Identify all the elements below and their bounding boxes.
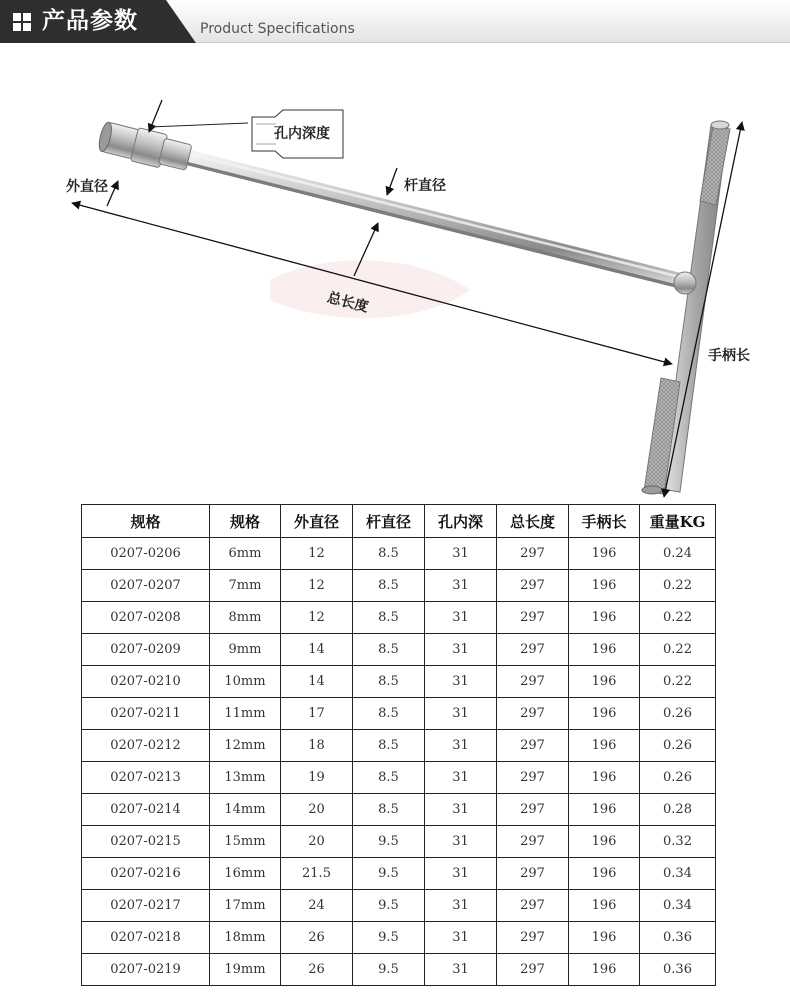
cell-total-length: 297	[497, 698, 569, 730]
cell-total-length: 297	[497, 762, 569, 794]
cell-size: 14mm	[210, 794, 281, 826]
cell-outer-diameter: 12	[281, 570, 353, 602]
cell-handle-length: 196	[569, 570, 640, 602]
cell-weight: 0.24	[640, 538, 716, 570]
table-row	[82, 794, 716, 826]
cell-outer-diameter: 18	[281, 730, 353, 762]
cell-model: 0207-0209	[82, 634, 210, 666]
cell-shaft-diameter: 9.5	[353, 954, 425, 986]
cell-size: 17mm	[210, 890, 281, 922]
table-row	[82, 538, 716, 570]
cell-model: 0207-0211	[82, 698, 210, 730]
cell-weight: 0.22	[640, 602, 716, 634]
header-hole-depth: 孔内深	[425, 505, 497, 538]
label-outer-diameter: 外直径	[66, 179, 108, 195]
section-header	[0, 0, 790, 44]
wrench-t-handle	[642, 121, 730, 494]
cell-handle-length: 196	[569, 602, 640, 634]
cell-total-length: 297	[497, 826, 569, 858]
header-handle-length: 手柄长	[569, 505, 640, 538]
cell-size: 9mm	[210, 634, 281, 666]
cell-hole-depth: 31	[425, 570, 497, 602]
cell-hole-depth: 31	[425, 762, 497, 794]
wrench-socket-head	[96, 119, 193, 174]
cell-weight: 0.26	[640, 762, 716, 794]
cell-shaft-diameter: 8.5	[353, 794, 425, 826]
handle-length-dimension	[664, 122, 742, 497]
total-length-dimension	[72, 203, 672, 364]
table-row	[82, 762, 716, 794]
cell-size: 15mm	[210, 826, 281, 858]
cell-outer-diameter: 12	[281, 538, 353, 570]
background-watermark	[270, 260, 470, 318]
cell-total-length: 297	[497, 922, 569, 954]
cell-outer-diameter: 26	[281, 922, 353, 954]
wrench-shaft	[185, 153, 688, 283]
cell-weight: 0.32	[640, 826, 716, 858]
cell-total-length: 297	[497, 634, 569, 666]
cell-size: 8mm	[210, 602, 281, 634]
cell-model: 0207-0214	[82, 794, 210, 826]
cell-model: 0207-0217	[82, 890, 210, 922]
cell-handle-length: 196	[569, 666, 640, 698]
table-row	[82, 634, 716, 666]
cell-weight: 0.22	[640, 666, 716, 698]
cell-size: 7mm	[210, 570, 281, 602]
cell-weight: 0.34	[640, 890, 716, 922]
cell-shaft-diameter: 8.5	[353, 570, 425, 602]
cell-shaft-diameter: 8.5	[353, 666, 425, 698]
table-row	[82, 922, 716, 954]
cell-hole-depth: 31	[425, 794, 497, 826]
cell-handle-length: 196	[569, 698, 640, 730]
cell-total-length: 297	[497, 602, 569, 634]
label-hole-depth: 孔内深度	[274, 126, 330, 142]
table-row	[82, 666, 716, 698]
cell-model: 0207-0210	[82, 666, 210, 698]
header-size: 规格	[210, 505, 281, 538]
cell-outer-diameter: 14	[281, 634, 353, 666]
header-title: 产品参数	[42, 8, 138, 34]
cell-handle-length: 196	[569, 826, 640, 858]
cell-total-length: 297	[497, 570, 569, 602]
cell-model: 0207-0208	[82, 602, 210, 634]
cell-total-length: 297	[497, 666, 569, 698]
cell-model: 0207-0206	[82, 538, 210, 570]
cell-outer-diameter: 19	[281, 762, 353, 794]
grid-squares-icon	[13, 13, 31, 31]
cell-hole-depth: 31	[425, 954, 497, 986]
cell-handle-length: 196	[569, 538, 640, 570]
cell-size: 16mm	[210, 858, 281, 890]
cell-hole-depth: 31	[425, 634, 497, 666]
label-shaft-diameter: 杆直径	[404, 178, 446, 194]
header-subtitle: Product Specifications	[200, 21, 355, 37]
table-row	[82, 890, 716, 922]
table-body	[82, 538, 716, 986]
table-row	[82, 698, 716, 730]
cell-shaft-diameter: 8.5	[353, 762, 425, 794]
table-row	[82, 826, 716, 858]
cell-handle-length: 196	[569, 922, 640, 954]
table-row	[82, 954, 716, 986]
cell-shaft-diameter: 8.5	[353, 698, 425, 730]
cell-hole-depth: 31	[425, 730, 497, 762]
spec-table	[81, 504, 716, 986]
cell-outer-diameter: 17	[281, 698, 353, 730]
cell-size: 12mm	[210, 730, 281, 762]
cell-weight: 0.22	[640, 634, 716, 666]
cell-handle-length: 196	[569, 794, 640, 826]
cell-size: 18mm	[210, 922, 281, 954]
cell-model: 0207-0207	[82, 570, 210, 602]
cell-model: 0207-0216	[82, 858, 210, 890]
cell-shaft-diameter: 8.5	[353, 634, 425, 666]
cell-model: 0207-0219	[82, 954, 210, 986]
cell-size: 13mm	[210, 762, 281, 794]
cell-handle-length: 196	[569, 634, 640, 666]
cell-hole-depth: 31	[425, 922, 497, 954]
cell-hole-depth: 31	[425, 858, 497, 890]
cell-handle-length: 196	[569, 954, 640, 986]
cell-handle-length: 196	[569, 890, 640, 922]
cell-size: 6mm	[210, 538, 281, 570]
table-row	[82, 570, 716, 602]
cell-total-length: 297	[497, 954, 569, 986]
cell-model: 0207-0215	[82, 826, 210, 858]
cell-shaft-diameter: 8.5	[353, 730, 425, 762]
outer-diameter-arrows	[107, 181, 118, 206]
cell-outer-diameter: 20	[281, 794, 353, 826]
cell-weight: 0.28	[640, 794, 716, 826]
cell-hole-depth: 31	[425, 698, 497, 730]
cell-model: 0207-0212	[82, 730, 210, 762]
cell-hole-depth: 31	[425, 666, 497, 698]
table-row	[82, 602, 716, 634]
cell-size: 10mm	[210, 666, 281, 698]
cell-handle-length: 196	[569, 730, 640, 762]
cell-hole-depth: 31	[425, 602, 497, 634]
label-total-length: 总长度	[325, 289, 371, 316]
cell-shaft-diameter: 8.5	[353, 538, 425, 570]
cell-total-length: 297	[497, 538, 569, 570]
cell-model: 0207-0218	[82, 922, 210, 954]
t-handle-wrench-illustration	[0, 60, 790, 500]
cell-weight: 0.34	[640, 858, 716, 890]
cell-shaft-diameter: 9.5	[353, 858, 425, 890]
shaft-diameter-arrows	[354, 168, 397, 276]
cell-outer-diameter: 20	[281, 826, 353, 858]
cell-handle-length: 196	[569, 858, 640, 890]
table-row	[82, 858, 716, 890]
header-total-length: 总长度	[497, 505, 569, 538]
cell-outer-diameter: 24	[281, 890, 353, 922]
cell-shaft-diameter: 8.5	[353, 602, 425, 634]
cell-weight: 0.36	[640, 954, 716, 986]
cell-hole-depth: 31	[425, 826, 497, 858]
cell-weight: 0.26	[640, 698, 716, 730]
cell-size: 11mm	[210, 698, 281, 730]
header-outer-diameter: 外直径	[281, 505, 353, 538]
cell-total-length: 297	[497, 858, 569, 890]
header-weight: 重量KG	[640, 505, 716, 538]
table-header-row	[82, 505, 716, 538]
cell-outer-diameter: 26	[281, 954, 353, 986]
cell-outer-diameter: 12	[281, 602, 353, 634]
cell-weight: 0.22	[640, 570, 716, 602]
cell-weight: 0.26	[640, 730, 716, 762]
table-row	[82, 730, 716, 762]
cell-outer-diameter: 21.5	[281, 858, 353, 890]
header-shaft-diameter: 杆直径	[353, 505, 425, 538]
cell-total-length: 297	[497, 794, 569, 826]
cell-model: 0207-0213	[82, 762, 210, 794]
cell-hole-depth: 31	[425, 538, 497, 570]
cell-weight: 0.36	[640, 922, 716, 954]
cell-total-length: 297	[497, 730, 569, 762]
cell-hole-depth: 31	[425, 890, 497, 922]
cell-shaft-diameter: 9.5	[353, 922, 425, 954]
cell-total-length: 297	[497, 890, 569, 922]
cell-outer-diameter: 14	[281, 666, 353, 698]
label-handle-length: 手柄长	[708, 348, 750, 364]
cell-handle-length: 196	[569, 762, 640, 794]
header-model: 规格	[82, 505, 210, 538]
cell-shaft-diameter: 9.5	[353, 826, 425, 858]
cell-shaft-diameter: 9.5	[353, 890, 425, 922]
cell-size: 19mm	[210, 954, 281, 986]
